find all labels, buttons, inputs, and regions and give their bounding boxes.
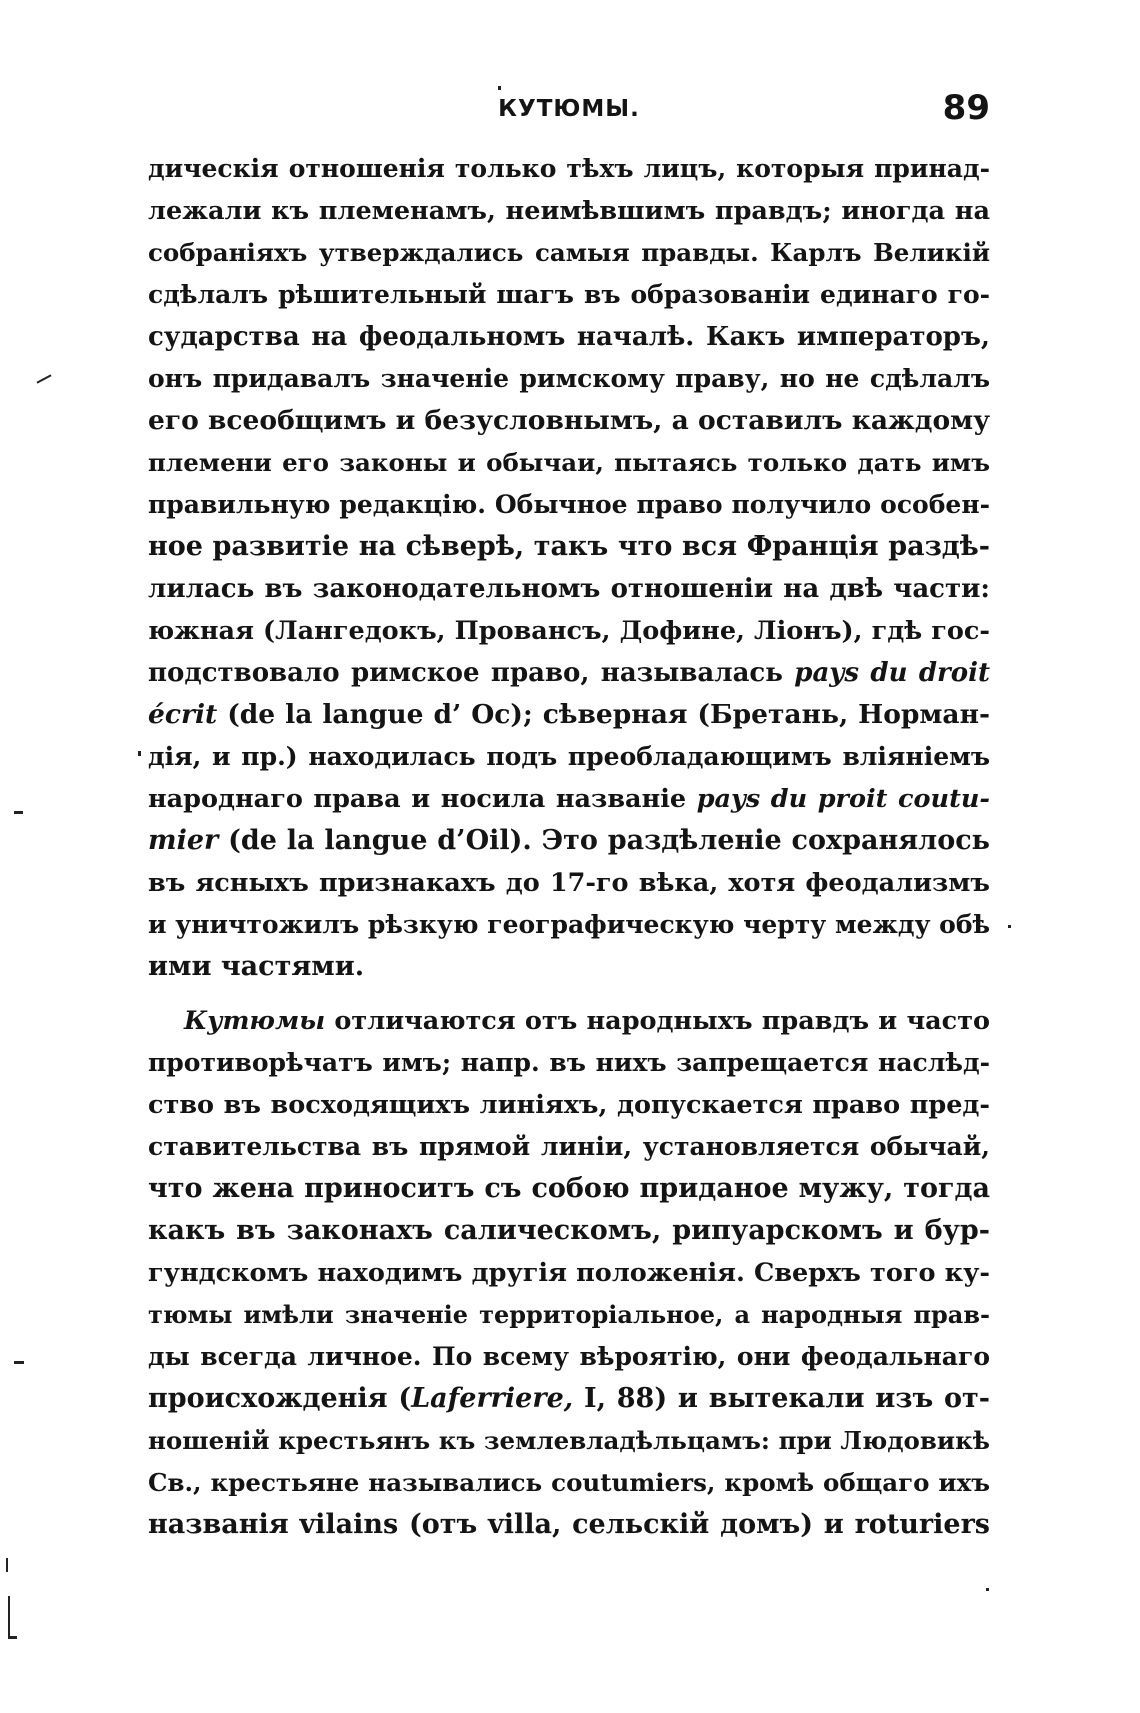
page-header: [148, 88, 990, 136]
text-line: дическія отношенія только тѣхъ лицъ, которыя принад-: [148, 154, 990, 183]
text-line: ношеній крестьянъ къ землевладѣльцамъ: при Людовикѣ: [148, 1426, 990, 1455]
text-line: сдѣлалъ рѣшительный шагъ въ образованіи единаго го-: [148, 280, 990, 309]
text-line: ное развитіе на сѣверѣ, такъ что вся Франція раздѣ-: [148, 531, 990, 562]
page-number: 89: [942, 88, 990, 128]
text-line: гундскомъ находимъ другія положенія. Сверхъ того ку-: [148, 1258, 990, 1288]
text-line: что жена приноситъ съ собою приданое мужу, тогда: [148, 1173, 990, 1204]
text-line: дія, и пр.) находилась подъ преобладающимъ вліяніемъ: [148, 742, 990, 771]
text-line: южная (Лангедокъ, Провансъ, Дофине, Ліонъ), гдѣ гос-: [148, 616, 990, 646]
text-line: и уничтожилъ рѣзкую географическую черту между обѣ: [148, 910, 990, 939]
text-line: собраніяхъ утверждались самыя правды. Карлъ Великій: [148, 238, 990, 267]
margin-mark: [8, 1596, 10, 1638]
margin-mark: [14, 811, 23, 814]
text-line: [148, 694, 990, 736]
text-line: [148, 1378, 990, 1420]
margin-mark: [1008, 925, 1011, 928]
paragraph-1: [148, 148, 990, 988]
text-run: подствовало римское право, называлась: [148, 658, 795, 688]
text-line: [148, 652, 990, 694]
text-line: тюмы имѣли значеніе территоріальное, а народныя прав-: [148, 1300, 990, 1329]
text-run: I, 88) и вытекали изъ от-: [573, 1383, 990, 1414]
text-line: его всеобщимъ и безусловнымъ, а оставилъ каждому: [148, 405, 990, 436]
body-text: [148, 148, 990, 1546]
margin-mark: [14, 1361, 24, 1364]
text-run: происхожденія (: [148, 1383, 412, 1414]
italic-phrase: pays du droit: [794, 658, 990, 688]
text-line: ими частями.: [148, 951, 365, 982]
text-line: названія vilains (отъ villa, сельскій домъ) и roturiers: [148, 1509, 990, 1540]
italic-phrase: Кутюмы: [184, 1006, 326, 1036]
text-line: сударства на феодальномъ началѣ. Какъ императоръ,: [148, 322, 990, 352]
text-line: правильную редакцію. Обычное право получило особен-: [148, 490, 990, 519]
text-run: (de la langue d’Oil). Это раздѣленіе сохранялось: [218, 825, 990, 856]
text-run: отличаются отъ народныхъ правдъ и часто: [325, 1006, 990, 1036]
margin-mark: [8, 1636, 17, 1639]
paragraph-gap: [148, 988, 990, 1000]
text-line: [148, 820, 990, 862]
text-line: противорѣчатъ имъ; напр. въ нихъ запрещается наслѣд-: [148, 1048, 990, 1077]
text-line: онъ придавалъ значеніе римскому праву, но не сдѣлалъ: [148, 364, 990, 393]
paragraph-2: [148, 1000, 990, 1546]
margin-mark: [138, 751, 141, 756]
italic-phrase: pays du proit coutu-: [696, 784, 990, 814]
text-line: племени его законы и обычаи, пытаясь только дать имъ: [148, 448, 990, 477]
text-line: ставительства въ прямой линіи, установляется обычай,: [148, 1132, 990, 1161]
text-line: ды всегда личное. По всему вѣроятію, они феодальнаго: [148, 1342, 990, 1371]
margin-mark: [986, 1588, 989, 1591]
margin-mark: [6, 1558, 8, 1572]
margin-mark: [36, 374, 51, 383]
text-line: [148, 1000, 990, 1042]
italic-phrase: Laferriere,: [411, 1383, 574, 1414]
text-line: ство въ восходящихъ линіяхъ, допускается право пред-: [148, 1090, 990, 1120]
italic-phrase: mier: [148, 825, 219, 856]
text-line: лежали къ племенамъ, неимѣвшимъ правдъ; иногда на: [148, 196, 990, 226]
margin-mark: [498, 86, 501, 90]
text-line: какъ въ законахъ салическомъ, рипуарскомъ и бур-: [148, 1215, 990, 1246]
running-title: КУТЮМЫ.: [498, 96, 640, 122]
text-run: (de la langue d’ Oc); сѣверная (Бретань, Норман-: [217, 699, 990, 730]
text-line: лилась въ законодательномъ отношеніи на двѣ части:: [148, 574, 990, 604]
text-line: въ ясныхъ признакахъ до 17-го вѣка, хотя феодализмъ: [148, 868, 990, 898]
italic-phrase: écrit: [148, 699, 218, 730]
text-run: народнаго права и носила названіе: [148, 784, 697, 814]
text-line: [148, 778, 990, 820]
text-line: Св., крестьяне назывались coutumiers, кромѣ общаго ихъ: [148, 1468, 990, 1497]
